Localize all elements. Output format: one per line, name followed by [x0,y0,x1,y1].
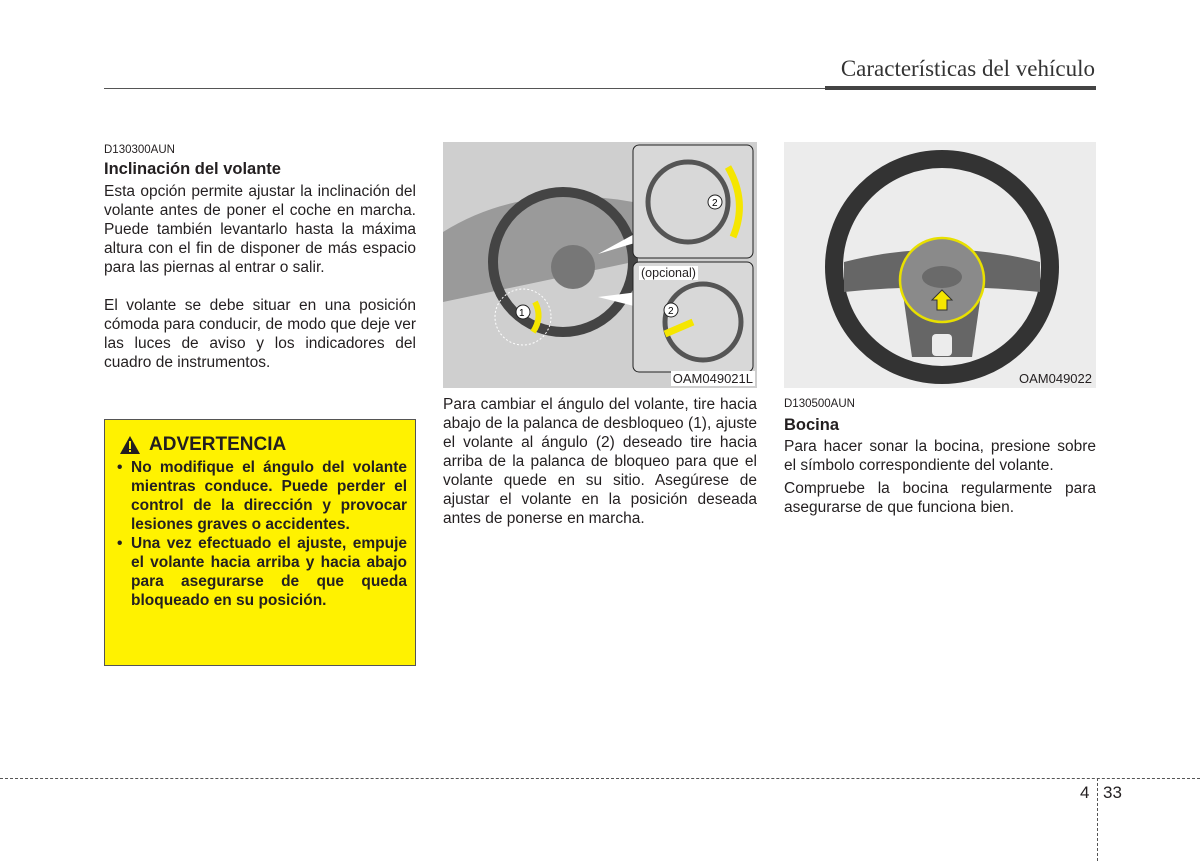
marker-2: 2 [668,306,674,317]
paragraph: Para hacer sonar la bocina, presione sobre el símbolo correspondiente del volante. [784,438,1096,474]
left-column [104,144,416,372]
steering-tilt-figure [443,142,757,388]
paragraph: Para cambiar el ángulo del volante, tire hacia abajo de la palanca de desbloqueo (1), ajuste el volante al ángulo (2) deseado tire hacia arriba de la palanca de bloqueo para que el volante quede en su sitio. Asegúrese de ajustar el volante en la posición deseada antes de ponerse en marcha. [443,396,757,527]
page-header-title: Características del vehículo [840,56,1095,81]
warning-title: ADVERTENCIA [149,434,287,455]
paragraph: El volante se debe situar en una posición cómoda para conducir, de modo que deje ver las luces de aviso y los indicadores del cuadro de instrumentos. [104,297,416,371]
steering-wheel-horn-illustration [784,142,1096,388]
middle-column [443,395,757,528]
marker-2: 2 [712,198,718,209]
warning-box [104,419,416,666]
optional-callout: (opcional) [641,266,696,280]
steering-tilt-illustration [443,142,757,388]
warning-item: • No modifique el ángulo del volante mientras conduce. Puede perder el control de la dirección y provocar lesiones graves o accidentes. [115,458,407,534]
section-heading: Bocina [784,416,840,434]
footer-rule [0,778,1200,779]
header-rule-accent [825,86,1096,90]
section-number: 4 [1080,783,1090,802]
warning-triangle-icon [119,435,141,455]
figure-code: OAM049022 [1019,371,1092,386]
page-number: 33 [1103,783,1122,802]
warning-item: • Una vez efectuado el ajuste, empuje el volante hacia arriba y hacia abajo para asegurarse de que queda bloqueado en su posición. [115,534,407,610]
section-code: D130300AUN [104,144,175,156]
section-code: D130500AUN [784,398,855,410]
section-heading: Inclinación del volante [104,160,281,178]
right-column [784,398,1096,517]
figure-code: OAM049021L [672,371,753,386]
marker-1: 1 [519,308,525,319]
paragraph: Esta opción permite ajustar la inclinación del volante antes de poner el coche en marcha. Puede también levantarlo hasta la máxima altura con el fin de disponer de más espacio para las piernas al entrar o salir. [104,183,416,276]
paragraph: Compruebe la bocina regularmente para asegurarse de que funciona bien. [784,480,1096,516]
footer-divider [1097,778,1098,861]
horn-figure [784,142,1096,388]
